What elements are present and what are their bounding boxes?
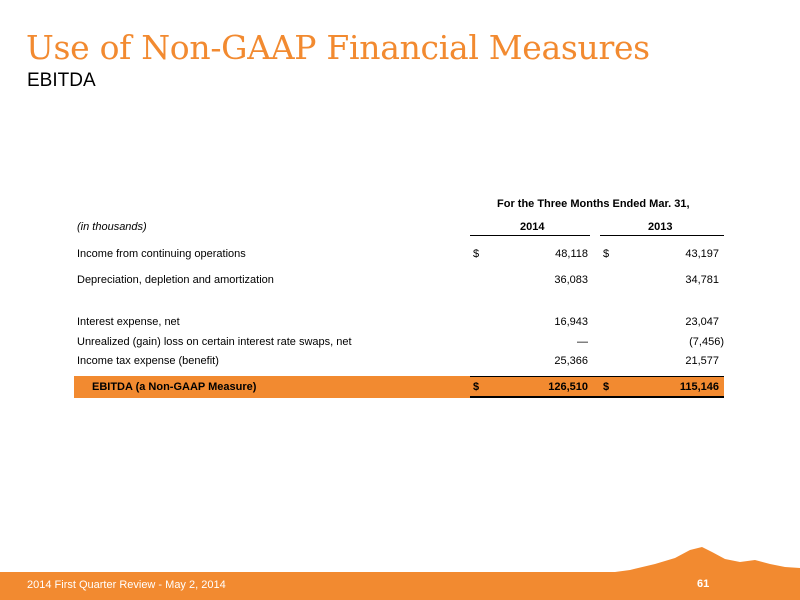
- row-label-interest-expense: Interest expense, net: [77, 316, 180, 328]
- row-value-2014: 25,366: [554, 355, 588, 367]
- page-number: 61: [697, 578, 710, 590]
- row-label-unrealized-swaps: Unrealized (gain) loss on certain interest rate swaps, net: [77, 336, 352, 348]
- row-value-2014: —: [577, 336, 588, 348]
- units-label: (in thousands): [77, 221, 147, 233]
- total-label: EBITDA (a Non-GAAP Measure): [92, 381, 257, 393]
- total-currency-2013: $: [603, 381, 610, 393]
- row-value-2014: 36,083: [554, 274, 588, 286]
- column-rule-2014: [470, 235, 590, 236]
- column-rule-2013: [600, 235, 724, 236]
- row-label-income-tax: Income tax expense (benefit): [77, 355, 219, 367]
- total-value-2013: 115,146: [679, 381, 719, 393]
- row-label-depreciation: Depreciation, depletion and amortization: [77, 274, 274, 286]
- slide-subtitle: EBITDA: [27, 70, 96, 91]
- row-value-2013: 34,781: [685, 274, 719, 286]
- row-value-2013: (7,456): [689, 336, 724, 348]
- total-double-rule: [470, 396, 724, 398]
- column-header-2013: 2013: [648, 221, 673, 233]
- total-value-2014: 126,510: [548, 381, 588, 393]
- total-currency-2014: $: [473, 381, 480, 393]
- row-value-2014: 16,943: [554, 316, 588, 328]
- total-top-rule: [470, 376, 724, 377]
- row-label-income-continuing-ops: Income from continuing operations: [77, 248, 246, 260]
- period-header: For the Three Months Ended Mar. 31,: [497, 198, 690, 210]
- row-value-2013: 21,577: [685, 355, 719, 367]
- footer-text: 2014 First Quarter Review - May 2, 2014: [27, 579, 226, 591]
- column-header-2014: 2014: [520, 221, 545, 233]
- row-value-2014: 48,118: [555, 248, 588, 260]
- row-currency-2014: $: [473, 248, 480, 260]
- slide-title: Use of Non-GAAP Financial Measures: [26, 28, 650, 67]
- row-currency-2013: $: [603, 248, 610, 260]
- row-value-2013: 43,197: [685, 248, 719, 260]
- row-value-2013: 23,047: [685, 316, 719, 328]
